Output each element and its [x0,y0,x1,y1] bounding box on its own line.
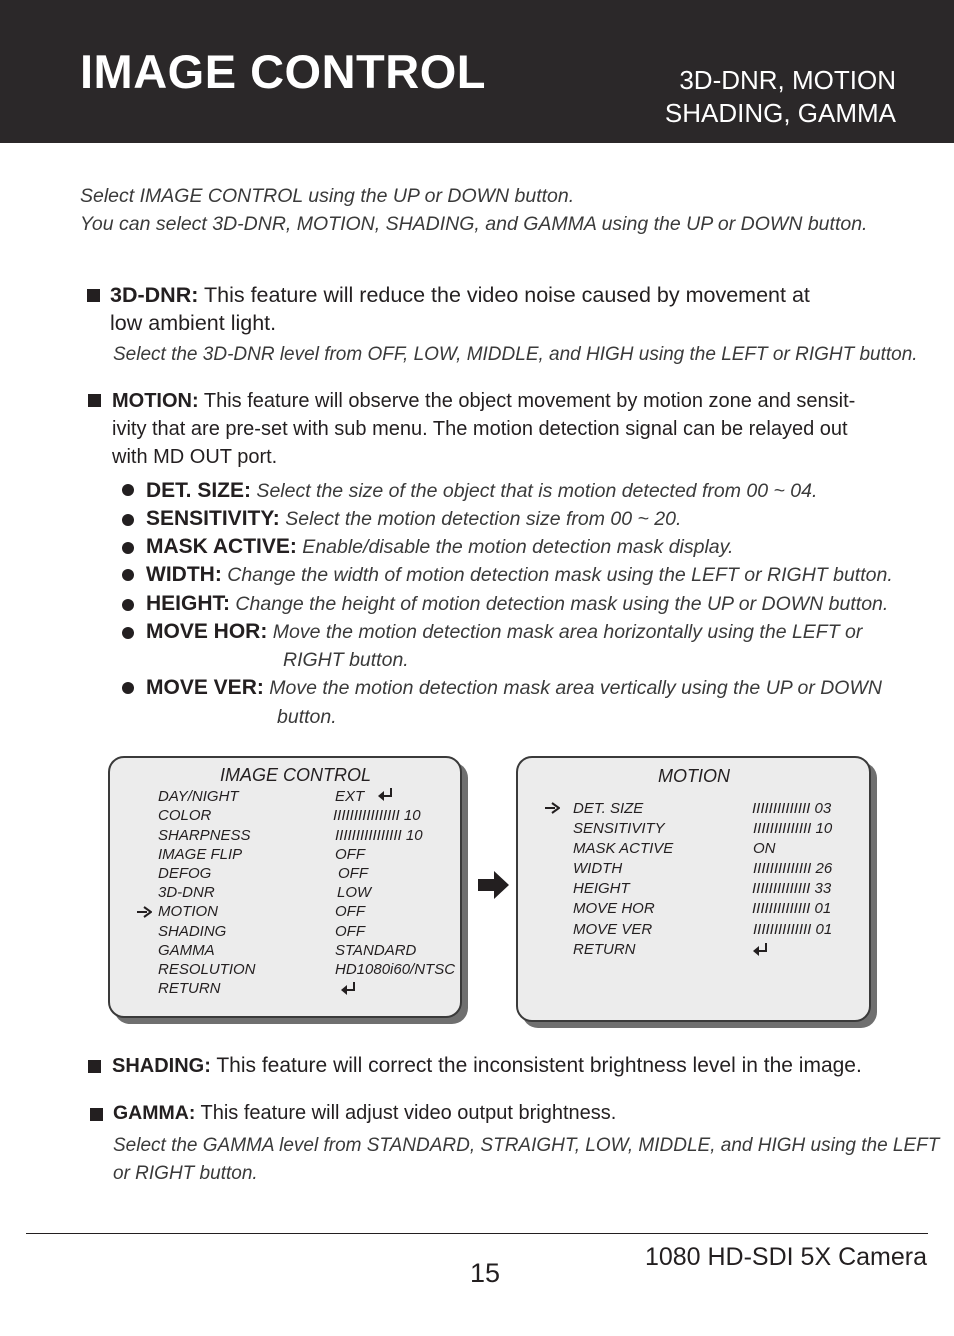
menu-label-return: RETURN [158,980,221,997]
motion-menu-label-move-ver: MOVE VER [573,921,653,938]
motion-item-height: HEIGHT: Change the height of motion detection mask using the UP or DOWN button. [146,592,889,615]
osd-image-control-title: IMAGE CONTROL [220,765,372,785]
motion-item-det-size: DET. SIZE: Select the size of the object that is motion detected from 00 ~ 04. [146,479,818,502]
menu-label-resolution: RESOLUTION [158,961,256,978]
menu-value-3d-dnr: LOW [337,884,372,901]
motion-menu-value-sensitivity: IIIIIIIIIIIIII 10 [753,820,833,837]
shading-text: This feature will correct the inconsistent brightness level in the image. [210,1054,862,1077]
square-bullet-icon [87,289,100,302]
round-bullet-icon [122,599,134,611]
round-bullet-icon [122,484,134,496]
motion-menu-label-sensitivity: SENSITIVITY [573,820,665,837]
intro-line-1: Select IMAGE CONTROL using the UP or DOWN button. [80,185,575,207]
menu-value-motion: OFF [335,903,365,920]
menu-value-resolution: HD1080i60/NTSC [335,961,456,978]
menu-value-image-flip: OFF [335,846,365,863]
footer-divider [26,1233,928,1234]
round-bullet-icon [122,514,134,526]
square-bullet-icon [90,1108,103,1121]
dnr-note: Select the 3D-DNR level from OFF, LOW, MIDDLE, and HIGH using the LEFT or RIGHT button. [113,344,918,365]
gamma-text: This feature will adjust video output brightness. [195,1102,617,1124]
enter-return-icon [340,981,358,997]
motion-menu-label-mask-active: MASK ACTIVE [573,840,674,857]
round-bullet-icon [122,569,134,581]
menu-label-shading: SHADING [158,923,227,940]
round-bullet-icon [122,542,134,554]
motion-menu-label-move-hor: MOVE HOR [573,900,655,917]
motion-menu-label-height: HEIGHT [573,880,630,897]
osd-motion-title: MOTION [658,766,730,786]
dnr-text-1: This feature will reduce the video noise caused by movement at [198,283,810,307]
motion-item-width: WIDTH: Change the width of motion detection mask using the LEFT or RIGHT button. [146,563,893,586]
motion-text-3: with MD OUT port. [112,446,278,468]
motion-text-1: This feature will observe the object movement by motion zone and sensit- [198,390,856,412]
square-bullet-icon [88,1060,101,1073]
motion-menu-value-move-hor: IIIIIIIIIIIIII 01 [752,900,832,917]
selection-arrow-icon [545,802,560,814]
subtitle-line-1: 3D-DNR, MOTION [679,65,896,95]
header-bar [0,0,954,143]
right-arrow-icon [478,871,510,899]
menu-label-day-night: DAY/NIGHT [158,788,239,805]
motion-item-move-hor: MOVE HOR: Move the motion detection mask area horizontally using the LEFT or [146,620,863,643]
page-title: IMAGE CONTROL [80,45,486,98]
shading-description [112,1054,862,1078]
menu-value-defog: OFF [338,865,368,882]
gamma-description [113,1102,616,1125]
shading-label: SHADING: [112,1055,211,1077]
motion-menu-value-width: IIIIIIIIIIIIII 26 [753,860,833,877]
menu-value-sharpness: IIIIIIIIIIIIIIII 10 [335,827,423,844]
product-name: 1080 HD-SDI 5X Camera [644,1243,927,1271]
motion-menu-label-det-size: DET. SIZE [573,800,644,817]
motion-menu-value-height: IIIIIIIIIIIIII 33 [752,880,832,897]
dnr-description [110,283,810,308]
dnr-text-2: low ambient light. [110,311,277,335]
enter-return-icon [752,942,770,958]
motion-menu-value-mask-active: ON [753,840,776,857]
menu-value-day-night: EXT [335,788,365,805]
motion-menu-value-move-ver: IIIIIIIIIIIIII 01 [753,921,833,938]
gamma-note-2: or RIGHT button. [113,1163,258,1184]
motion-menu-value-det-size: IIIIIIIIIIIIII 03 [752,800,832,817]
motion-description [112,387,855,415]
motion-label: MOTION: [112,390,199,412]
menu-label-color: COLOR [158,807,212,824]
motion-item-sensitivity: SENSITIVITY: Select the motion detection size from 00 ~ 20. [146,507,682,530]
selection-arrow-icon [137,906,152,918]
menu-label-gamma: GAMMA [158,942,215,959]
round-bullet-icon [122,627,134,639]
motion-item-move-hor-cont: RIGHT button. [283,649,409,671]
subtitle-line-2: SHADING, GAMMA [664,98,896,128]
menu-label-sharpness: SHARPNESS [158,827,251,844]
page-subtitle [665,64,896,130]
dnr-label: 3D-DNR: [110,283,199,307]
menu-value-color: IIIIIIIIIIIIIIII 10 [333,807,421,824]
motion-item-move-ver-cont: button. [277,706,337,728]
motion-item-mask-active: MASK ACTIVE: Enable/disable the motion detection mask display. [146,535,734,558]
menu-value-gamma: STANDARD [335,942,417,959]
menu-value-shading: OFF [335,923,365,940]
menu-label-defog: DEFOG [158,865,212,882]
square-bullet-icon [88,394,101,407]
intro-text [80,182,867,238]
menu-label-motion: MOTION [158,903,218,920]
menu-label-image-flip: IMAGE FLIP [158,846,243,863]
menu-label-3d-dnr: 3D-DNR [158,884,215,901]
motion-item-move-ver: MOVE VER: Move the motion detection mask area vertically using the UP or DOWN [146,676,882,699]
enter-return-icon [377,787,395,803]
motion-text-2: ivity that are pre-set with sub menu. The motion detection signal can be relayed out [112,418,848,440]
motion-menu-label-width: WIDTH [573,860,623,877]
motion-menu-label-return: RETURN [573,941,636,958]
page-number: 15 [470,1258,501,1288]
gamma-note-1: Select the GAMMA level from STANDARD, STRAIGHT, LOW, MIDDLE, and HIGH using the LEFT [113,1135,940,1156]
intro-line-2: You can select 3D-DNR, MOTION, SHADING, and GAMMA using the UP or DOWN button. [80,213,868,235]
gamma-label: GAMMA: [113,1102,196,1124]
round-bullet-icon [122,682,134,694]
